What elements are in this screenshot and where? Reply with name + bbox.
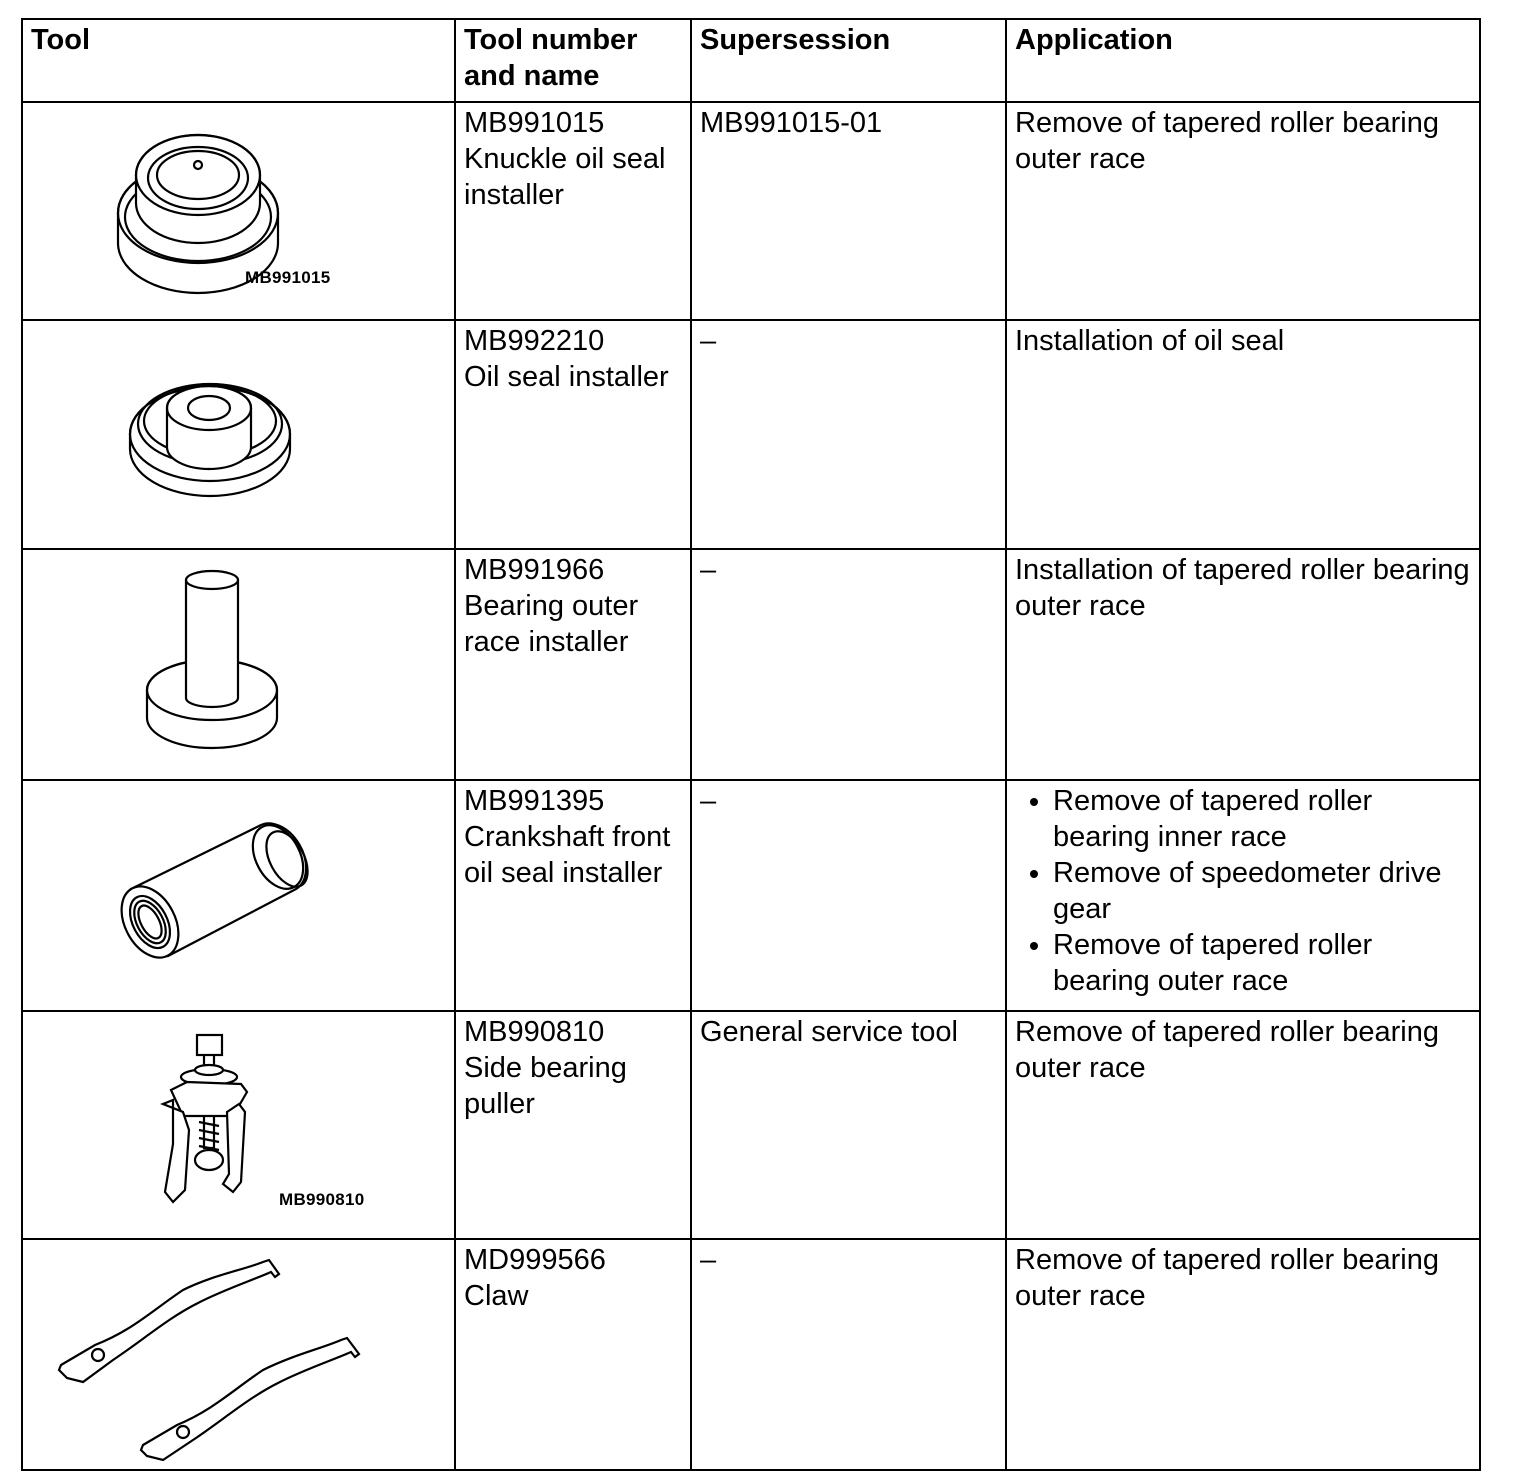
tool-image-cell <box>22 549 455 780</box>
tool-name: Knuckle oil seal installer <box>464 143 666 211</box>
tool-number: MB991015 <box>464 107 605 139</box>
application-cell <box>1006 780 1480 1011</box>
tool-number-name-cell <box>455 549 691 780</box>
oil-seal-installer-icon <box>23 321 456 549</box>
bearing-race-installer-icon <box>23 550 456 780</box>
tool-number-name-cell <box>455 1011 691 1239</box>
tool-image-caption: MB990810 <box>279 1190 365 1209</box>
table-row <box>22 549 1480 780</box>
table-row <box>22 320 1480 549</box>
tool-number-name-cell <box>455 780 691 1011</box>
application-cell: Remove of tapered roller bearing outer race <box>1006 1239 1480 1470</box>
tool-number-name-cell <box>455 1239 691 1470</box>
supersession-cell: MB991015-01 <box>691 102 1006 320</box>
special-tools-table <box>21 18 1481 1471</box>
table-row <box>22 780 1480 1011</box>
tool-image-cell <box>22 780 455 1011</box>
application-cell: Installation of oil seal <box>1006 320 1480 549</box>
bearing-puller-icon <box>23 1012 456 1238</box>
supersession-cell: – <box>691 780 1006 1011</box>
claw-icon <box>23 1240 456 1470</box>
supersession-cell: – <box>691 1239 1006 1470</box>
tool-image-cell <box>22 102 455 320</box>
header-tool-number-name: Tool number and name <box>455 19 691 102</box>
list-item: • Remove of speedometer drive gear <box>1053 855 1471 927</box>
tool-number-name-cell <box>455 102 691 320</box>
application-list <box>1015 783 1471 999</box>
tool-image-caption: MB991015 <box>245 268 331 287</box>
tool-number-name-cell <box>455 320 691 549</box>
header-application: Application <box>1006 19 1480 102</box>
tool-name: Bearing outer race installer <box>464 590 639 658</box>
table-row <box>22 1239 1480 1470</box>
application-cell: Installation of tapered roller bearing outer race <box>1006 549 1480 780</box>
tool-name: Side bearing puller <box>464 1052 627 1120</box>
tool-image-cell <box>22 1239 455 1470</box>
header-tool: Tool <box>22 19 455 102</box>
table-row <box>22 102 1480 320</box>
tool-image-cell <box>22 320 455 549</box>
header-row <box>22 19 1480 102</box>
supersession-cell: – <box>691 549 1006 780</box>
tool-image-cell <box>22 1011 455 1239</box>
crankshaft-seal-installer-icon <box>23 781 456 1011</box>
supersession-cell: General service tool <box>691 1011 1006 1239</box>
supersession-cell: – <box>691 320 1006 549</box>
header-supersession: Supersession <box>691 19 1006 102</box>
tool-number: MB990810 <box>464 1016 605 1048</box>
application-cell: Remove of tapered roller bearing outer race <box>1006 102 1480 320</box>
tool-number: MB991966 <box>464 554 605 586</box>
list-item: • Remove of tapered roller bearing inner race <box>1053 783 1471 855</box>
tool-name: Claw <box>464 1280 529 1312</box>
tool-name: Oil seal installer <box>464 361 669 393</box>
tool-number: MB992210 <box>464 325 605 357</box>
table-row <box>22 1011 1480 1239</box>
seal-installer-icon <box>23 103 456 319</box>
tool-number: MB991395 <box>464 785 605 817</box>
list-item: • Remove of tapered roller bearing outer race <box>1053 927 1471 999</box>
application-cell: Remove of tapered roller bearing outer race <box>1006 1011 1480 1239</box>
tool-number: MD999566 <box>464 1244 606 1276</box>
tool-name: Crankshaft front oil seal installer <box>464 821 671 889</box>
